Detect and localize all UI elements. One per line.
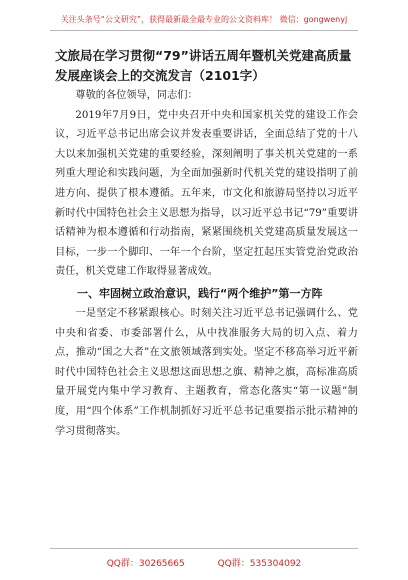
footer — [0, 556, 408, 569]
section-heading: 一、牢固树立政治意识，践行“两个维护”第一方阵 — [77, 286, 323, 300]
document-body — [55, 46, 358, 441]
footer-qq-group-1: QQ群：30265665 — [106, 559, 185, 569]
intro-paragraph: 2019年7月9日，党中央召开中央和国家机关党的建设工作会议，习近平总书记出席会议并发表重要讲话，全面总结了党的十八大以来加强机关党建的重要经验，深刻阐明了事关机关党建的一系列重大理论和实践问题，为全面加强新时代机关党的建设指明了前进方向、提供了根本遵循。五年来，市文化和旅游局坚持以习近平新时代中国特色社会主义思想为指导，以习近平总书记“79”重要讲话精神为根本遵循和行动指南，紧紧围绕机关党建高质量发展这一目标，一步一个脚印、一年一个台阶，坚定扛起压实管党治党政治责任，机关党建工作取得显著成效。 — [55, 109, 358, 278]
document-title: 文旅局在学习贯彻“79”讲话五周年暨机关党建高质量发展座谈会上的交流发言（2101字） — [55, 48, 352, 83]
section-paragraph: 一是坚定不移紧跟核心。时刻关注习近平总书记强调什么、党中央和省委、市委部署什么，从中找准服务大局的切入点、着力点，推动“国之大者”在文旅领域落到实处。坚定不移高举习近平新时代中国特色社会主义思想这面思想之旗、精神之旗，高标准高质量开展党内集中学习教育、主题教育，常态化落实“第一议题”制度，用“四个体系”工作机制抓好习近平总书记重要指示批示精神的学习贯彻落实。 — [55, 307, 358, 437]
footer-qq-group-2: QQ群：535304092 — [217, 559, 302, 569]
greeting: 尊敬的各位领导，同志们： — [75, 90, 198, 101]
top-banner: 关注头条号“公文研究”，获得最新最全最专业的公文资料库！ 微信：gongwenyj — [60, 15, 348, 24]
header-divider — [50, 30, 358, 31]
footer-divider — [50, 548, 358, 549]
